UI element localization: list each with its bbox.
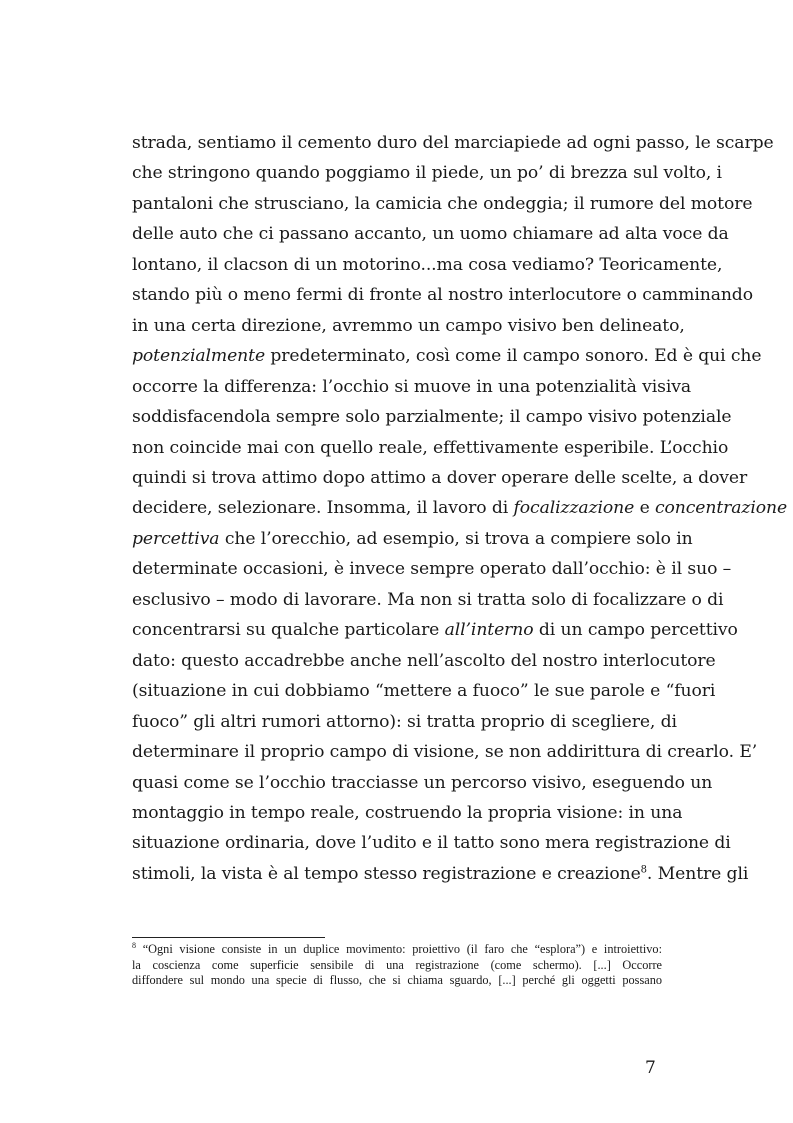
text-line xyxy=(132,311,685,341)
text-run: decidere, selezionare. Insomma, il lavoro di xyxy=(132,498,514,519)
text-run: soddisfacendola sempre solo parzialmente; il campo visivo potenziale xyxy=(132,407,732,428)
footnote-marker: 8 xyxy=(132,940,136,950)
text-run: montaggio in tempo reale, costruendo la propria visione: in una xyxy=(132,802,683,823)
text-line xyxy=(132,828,731,858)
text-line xyxy=(132,676,716,706)
text-run: quindi si trova attimo dopo attimo a dover operare delle scelte, a dover xyxy=(132,467,748,488)
footnote-text: la coscienza come superficie sensibile di una registrazione (come schermo). [...] Occorre xyxy=(132,957,662,972)
text-run: delle auto che ci passano accanto, un uomo chiamare ad alta voce da xyxy=(132,224,729,245)
text-run: non coincide mai con quello reale, effettivamente esperibile. L’occhio xyxy=(132,437,729,458)
text-run: esclusivo – modo di lavorare. Ma non si tratta solo di focalizzare o di xyxy=(132,589,724,610)
text-run: (situazione in cui dobbiamo “mettere a fuoco” le sue parole e “fuori xyxy=(132,681,716,702)
footnote-separator xyxy=(132,937,325,938)
text-run: . Mentre gli xyxy=(646,863,749,884)
text-line xyxy=(132,768,713,798)
footnote xyxy=(132,942,662,989)
text-run: in una certa direzione, avremmo un campo visivo ben delineato, xyxy=(132,315,685,336)
text-run: pantaloni che strusciano, la camicia che ondeggia; il rumore del motore xyxy=(132,193,753,214)
footnote-line xyxy=(132,958,662,974)
text-line xyxy=(132,554,732,584)
text-run: fuoco” gli altri rumori attorno): si tratta proprio di scegliere, di xyxy=(132,711,677,732)
text-run: e xyxy=(634,498,656,519)
text-run: occorre la differenza: l’occhio si muove in una potenzialità visiva xyxy=(132,376,691,397)
text-line xyxy=(132,798,683,828)
text-run: concentrarsi su qualche particolare xyxy=(132,620,445,641)
text-run: dato: questo accadrebbe anche nell’ascolto del nostro interlocutore xyxy=(132,650,716,671)
text-line xyxy=(132,250,723,280)
footnote-text: “Ogni visione consiste in un duplice movimento: proiettivo (il faro che “esplora”) e introiettivo: xyxy=(136,942,662,956)
text-line xyxy=(132,585,724,615)
text-line xyxy=(132,341,762,371)
body-text xyxy=(132,128,788,889)
text-run: predeterminato, così come il campo sonoro. Ed è qui che xyxy=(265,346,762,367)
text-run: stimoli, la vista è al tempo stesso registrazione e creazione xyxy=(132,863,641,884)
page-number: 7 xyxy=(645,1058,656,1078)
text-line xyxy=(132,219,729,249)
italic-term: percettiva xyxy=(132,528,220,549)
text-line xyxy=(132,859,749,889)
text-line xyxy=(132,158,722,188)
text-line xyxy=(132,463,748,493)
text-line xyxy=(132,280,753,310)
text-run: stando più o meno fermi di fronte al nostro interlocutore o camminando xyxy=(132,285,753,306)
text-line xyxy=(132,433,729,463)
text-line xyxy=(132,524,693,554)
italic-term: concentrazione xyxy=(655,498,788,519)
italic-term: potenzialmente xyxy=(132,346,266,367)
text-run: di un campo percettivo xyxy=(533,620,738,641)
footnote-reference: 8 xyxy=(640,864,647,876)
text-line xyxy=(132,707,677,737)
text-line xyxy=(132,646,716,676)
text-run: determinate occasioni, è invece sempre operato dall’occhio: è il suo – xyxy=(132,559,732,580)
footnote-line xyxy=(132,942,662,958)
text-line xyxy=(132,128,774,158)
text-line xyxy=(132,615,738,645)
text-line xyxy=(132,189,753,219)
text-run: che stringono quando poggiamo il piede, un po’ di brezza sul volto, i xyxy=(132,163,722,184)
text-line xyxy=(132,372,691,402)
footnote-line xyxy=(132,973,662,989)
text-line xyxy=(132,493,788,523)
text-run: determinare il proprio campo di visione, se non addirittura di crearlo. E’ xyxy=(132,742,758,763)
text-run: situazione ordinaria, dove l’udito e il tatto sono mera registrazione di xyxy=(132,833,731,854)
text-line xyxy=(132,402,732,432)
text-line xyxy=(132,737,758,767)
text-run: lontano, il clacson di un motorino...ma cosa vediamo? Teoricamente, xyxy=(132,254,723,275)
text-run: che l’orecchio, ad esempio, si trova a compiere solo in xyxy=(219,528,693,549)
italic-term: focalizzazione xyxy=(513,498,635,519)
italic-term: all’interno xyxy=(444,620,534,641)
footnote-text: diffondere sul mondo una specie di flusso, che si chiama sguardo, [...] perché gli oggetti possano xyxy=(132,973,662,988)
text-run: quasi come se l’occhio tracciasse un percorso visivo, eseguendo un xyxy=(132,772,713,793)
text-run: strada, sentiamo il cemento duro del marciapiede ad ogni passo, le scarpe xyxy=(132,133,774,153)
